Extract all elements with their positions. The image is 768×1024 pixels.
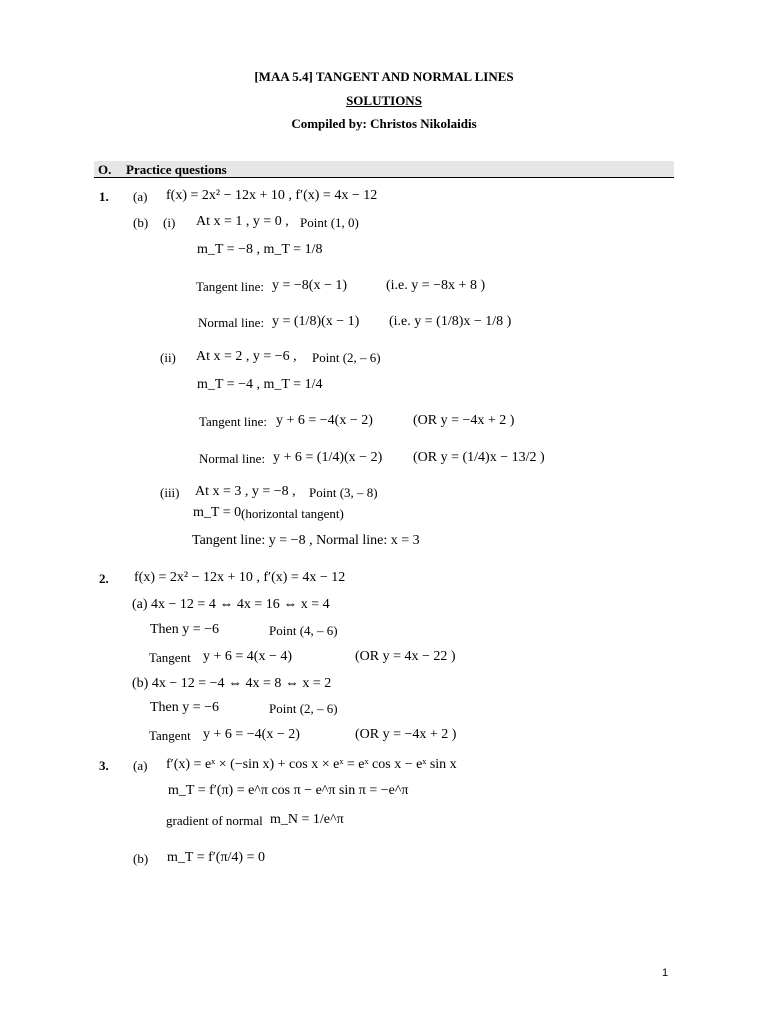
q1-iii-label: (iii) bbox=[160, 485, 180, 500]
q1-iii-at: At x = 3 , y = −8 , bbox=[195, 484, 296, 499]
q2-number: 2. bbox=[99, 571, 109, 586]
q2-a-alternative: (OR y = 4x − 22 ) bbox=[355, 649, 456, 664]
q2-b-alternative: (OR y = −4x + 2 ) bbox=[355, 727, 457, 742]
q1-i-tangent-alternative: (i.e. y = −8x + 8 ) bbox=[386, 278, 486, 293]
q1-number: 1. bbox=[99, 189, 109, 204]
q3-a-line1: f′(x) = eˣ × (−sin x) + cos x × eˣ = eˣ cos x − eˣ sin x bbox=[166, 757, 457, 772]
q1-i-at: At x = 1 , y = 0 , bbox=[196, 214, 289, 229]
q1-ii-label: (ii) bbox=[160, 350, 176, 365]
q2-part-a: (a) 4x − 12 = 4 ⇔ 4x = 16 ⇔ x = 4 bbox=[132, 597, 330, 612]
q1-ii-at: At x = 2 , y = −6 , bbox=[196, 349, 297, 364]
q2-a-tangent-label: Tangent bbox=[149, 650, 191, 665]
q2-a-then: Then y = −6 bbox=[150, 622, 220, 637]
q1-iii-slope: m_T = 0 bbox=[193, 505, 242, 520]
q1-ii-normal-alternative: (OR y = (1/4)x − 13/2 ) bbox=[413, 450, 545, 465]
q1-part-b-label: (b) bbox=[133, 215, 149, 230]
q2-b-point: Point (2, – 6) bbox=[269, 701, 338, 716]
q1-part-a-expression: f(x) = 2x² − 12x + 10 , f′(x) = 4x − 12 bbox=[166, 188, 378, 203]
q1-i-normal-label: Normal line: bbox=[198, 315, 265, 330]
q1-ii-tangent-alternative: (OR y = −4x + 2 ) bbox=[413, 413, 515, 428]
q1-ii-normal-label: Normal line: bbox=[199, 451, 266, 466]
q1-i-label: (i) bbox=[163, 215, 176, 230]
q1-part-a-label: (a) bbox=[133, 189, 148, 204]
q3-b-line1: m_T = f′(π/4) = 0 bbox=[167, 850, 265, 865]
q1-ii-slopes: m_T = −4 , m_T = 1/4 bbox=[197, 377, 323, 392]
q1-i-normal-alternative: (i.e. y = (1/8)x − 1/8 ) bbox=[389, 314, 512, 329]
q2-b-tangent-equation: y + 6 = −4(x − 2) bbox=[203, 727, 300, 742]
q2-a-point: Point (4, – 6) bbox=[269, 623, 338, 638]
q1-ii-normal-equation: y + 6 = (1/4)(x − 2) bbox=[273, 450, 383, 465]
q2-b-then: Then y = −6 bbox=[150, 700, 220, 715]
q1-i-tangent-label: Tangent line: bbox=[196, 279, 265, 294]
q2-expression: f(x) = 2x² − 12x + 10 , f′(x) = 4x − 12 bbox=[134, 570, 346, 585]
section-title: Practice questions bbox=[126, 162, 227, 177]
q1-iii-point: Point (3, – 8) bbox=[309, 485, 378, 500]
q2-b-tangent-label: Tangent bbox=[149, 728, 191, 743]
q2-a-tangent-equation: y + 6 = 4(x − 4) bbox=[203, 649, 293, 664]
document-subtitle: SOLUTIONS bbox=[346, 93, 422, 108]
q1-iii-note: (horizontal tangent) bbox=[241, 506, 344, 521]
q1-ii-tangent-label: Tangent line: bbox=[199, 414, 268, 429]
q3-number: 3. bbox=[99, 758, 109, 773]
q3-part-a-label: (a) bbox=[133, 758, 148, 773]
q1-i-slopes: m_T = −8 , m_T = 1/8 bbox=[197, 242, 323, 257]
document-title: [MAA 5.4] TANGENT AND NORMAL LINES bbox=[254, 69, 514, 84]
q3-a-line2: m_T = f′(π) = e^π cos π − e^π sin π = −e^π bbox=[168, 783, 409, 798]
page-number: 1 bbox=[662, 967, 669, 979]
q1-i-tangent-equation: y = −8(x − 1) bbox=[272, 278, 348, 293]
q1-ii-point: Point (2, – 6) bbox=[312, 350, 381, 365]
q2-part-b: (b) 4x − 12 = −4 ⇔ 4x = 8 ⇔ x = 2 bbox=[132, 676, 332, 691]
section-number: O. bbox=[98, 162, 112, 177]
q1-iii-lines: Tangent line: y = −8 , Normal line: x = 3 bbox=[192, 533, 420, 548]
q3-a-line3: m_N = 1/e^π bbox=[270, 812, 344, 827]
q1-i-normal-equation: y = (1/8)(x − 1) bbox=[272, 314, 360, 329]
q3-a-line3-label: gradient of normal bbox=[166, 813, 263, 828]
q3-part-b-label: (b) bbox=[133, 851, 149, 866]
q1-ii-tangent-equation: y + 6 = −4(x − 2) bbox=[276, 413, 373, 428]
q1-i-point: Point (1, 0) bbox=[300, 215, 359, 230]
document-author: Compiled by: Christos Nikolaidis bbox=[291, 116, 477, 131]
